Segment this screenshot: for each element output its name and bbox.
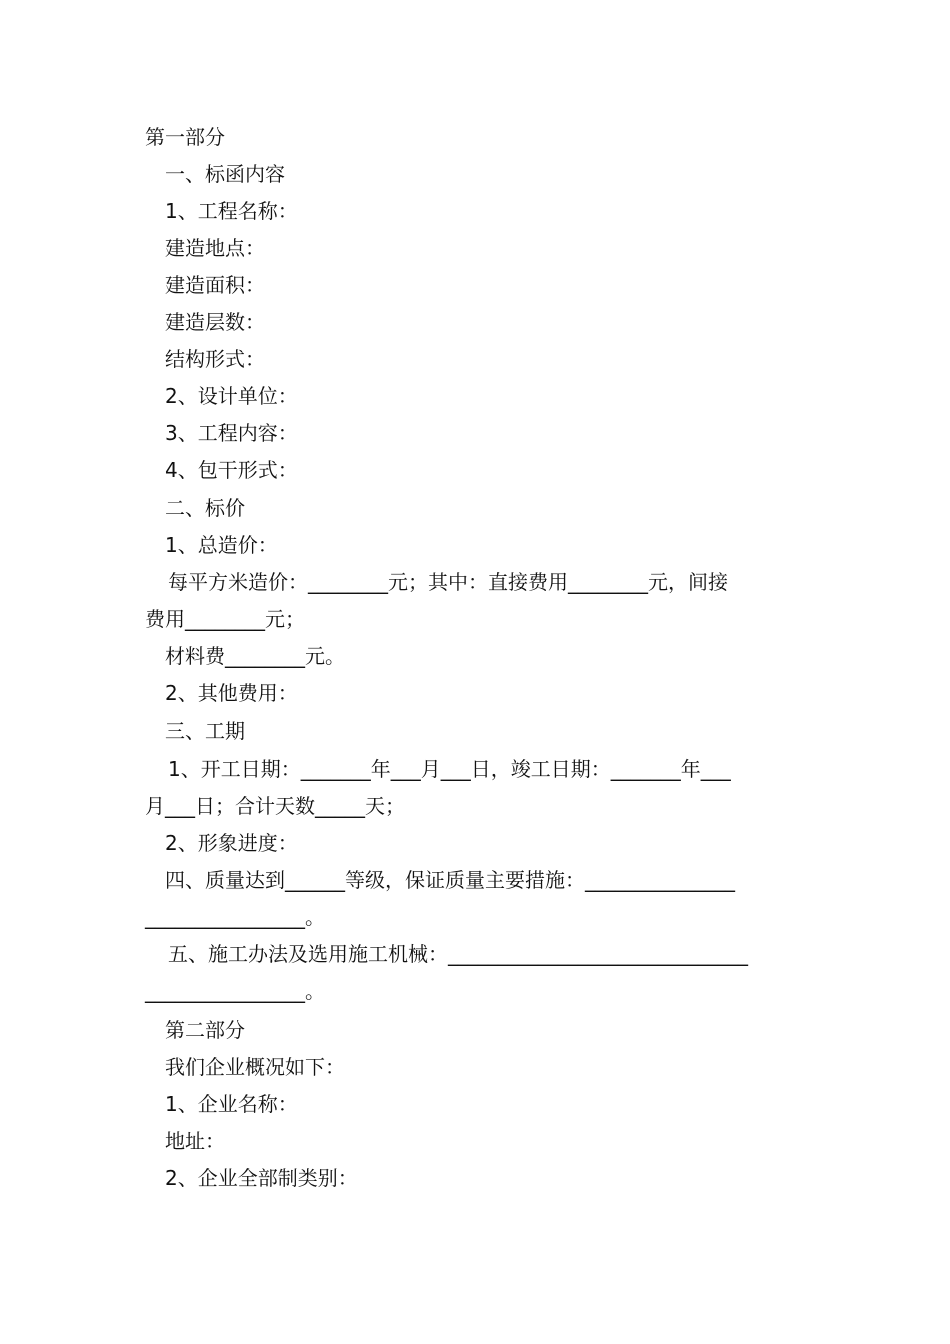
design-unit-line: 2、设计单位：	[165, 384, 298, 408]
part-two-heading: 第二部分	[165, 1018, 245, 1042]
ownership-type-line: 2、企业全部制类别：	[165, 1166, 358, 1190]
construction-method-line: 五、施工办法及选用施工机械：______________________________	[168, 942, 748, 966]
project-content-line: 3、工程内容：	[165, 421, 298, 445]
floor-count-line: 建造层数：	[165, 310, 265, 334]
quality-line-continued: ________________。	[145, 905, 325, 929]
progress-line: 2、形象进度：	[165, 831, 298, 855]
total-days-line: 月___日；合计天数_____天；	[145, 794, 405, 818]
section-one-heading: 一、标函内容	[165, 162, 285, 186]
start-date-line: 1、开工日期：_______年___月___日，竣工日期：_______年___	[168, 757, 731, 781]
section-two-heading: 二、标价	[165, 496, 245, 520]
unit-cost-line: 每平方米造价：________元；其中：直接费用________元，间接	[168, 570, 728, 594]
construction-site-line: 建造地点：	[165, 236, 265, 260]
company-name-line: 1、企业名称：	[165, 1092, 298, 1116]
contract-form-line: 4、包干形式：	[165, 458, 298, 482]
other-cost-line: 2、其他费用：	[165, 681, 298, 705]
section-three-heading: 三、工期	[165, 719, 245, 743]
address-line: 地址：	[165, 1129, 225, 1153]
material-cost-line: 材料费________元。	[165, 644, 345, 668]
construction-method-line-continued: ________________。	[145, 979, 325, 1003]
company-overview-line: 我们企业概况如下：	[165, 1055, 345, 1079]
total-cost-line: 1、总造价：	[165, 533, 278, 557]
project-name-line: 1、工程名称：	[165, 199, 298, 223]
quality-line: 四、质量达到______等级，保证质量主要措施：_______________	[165, 868, 735, 892]
indirect-cost-line: 费用________元；	[145, 607, 305, 631]
construction-area-line: 建造面积：	[165, 273, 265, 297]
structure-type-line: 结构形式：	[165, 347, 265, 371]
part-one-heading: 第一部分	[145, 125, 225, 149]
